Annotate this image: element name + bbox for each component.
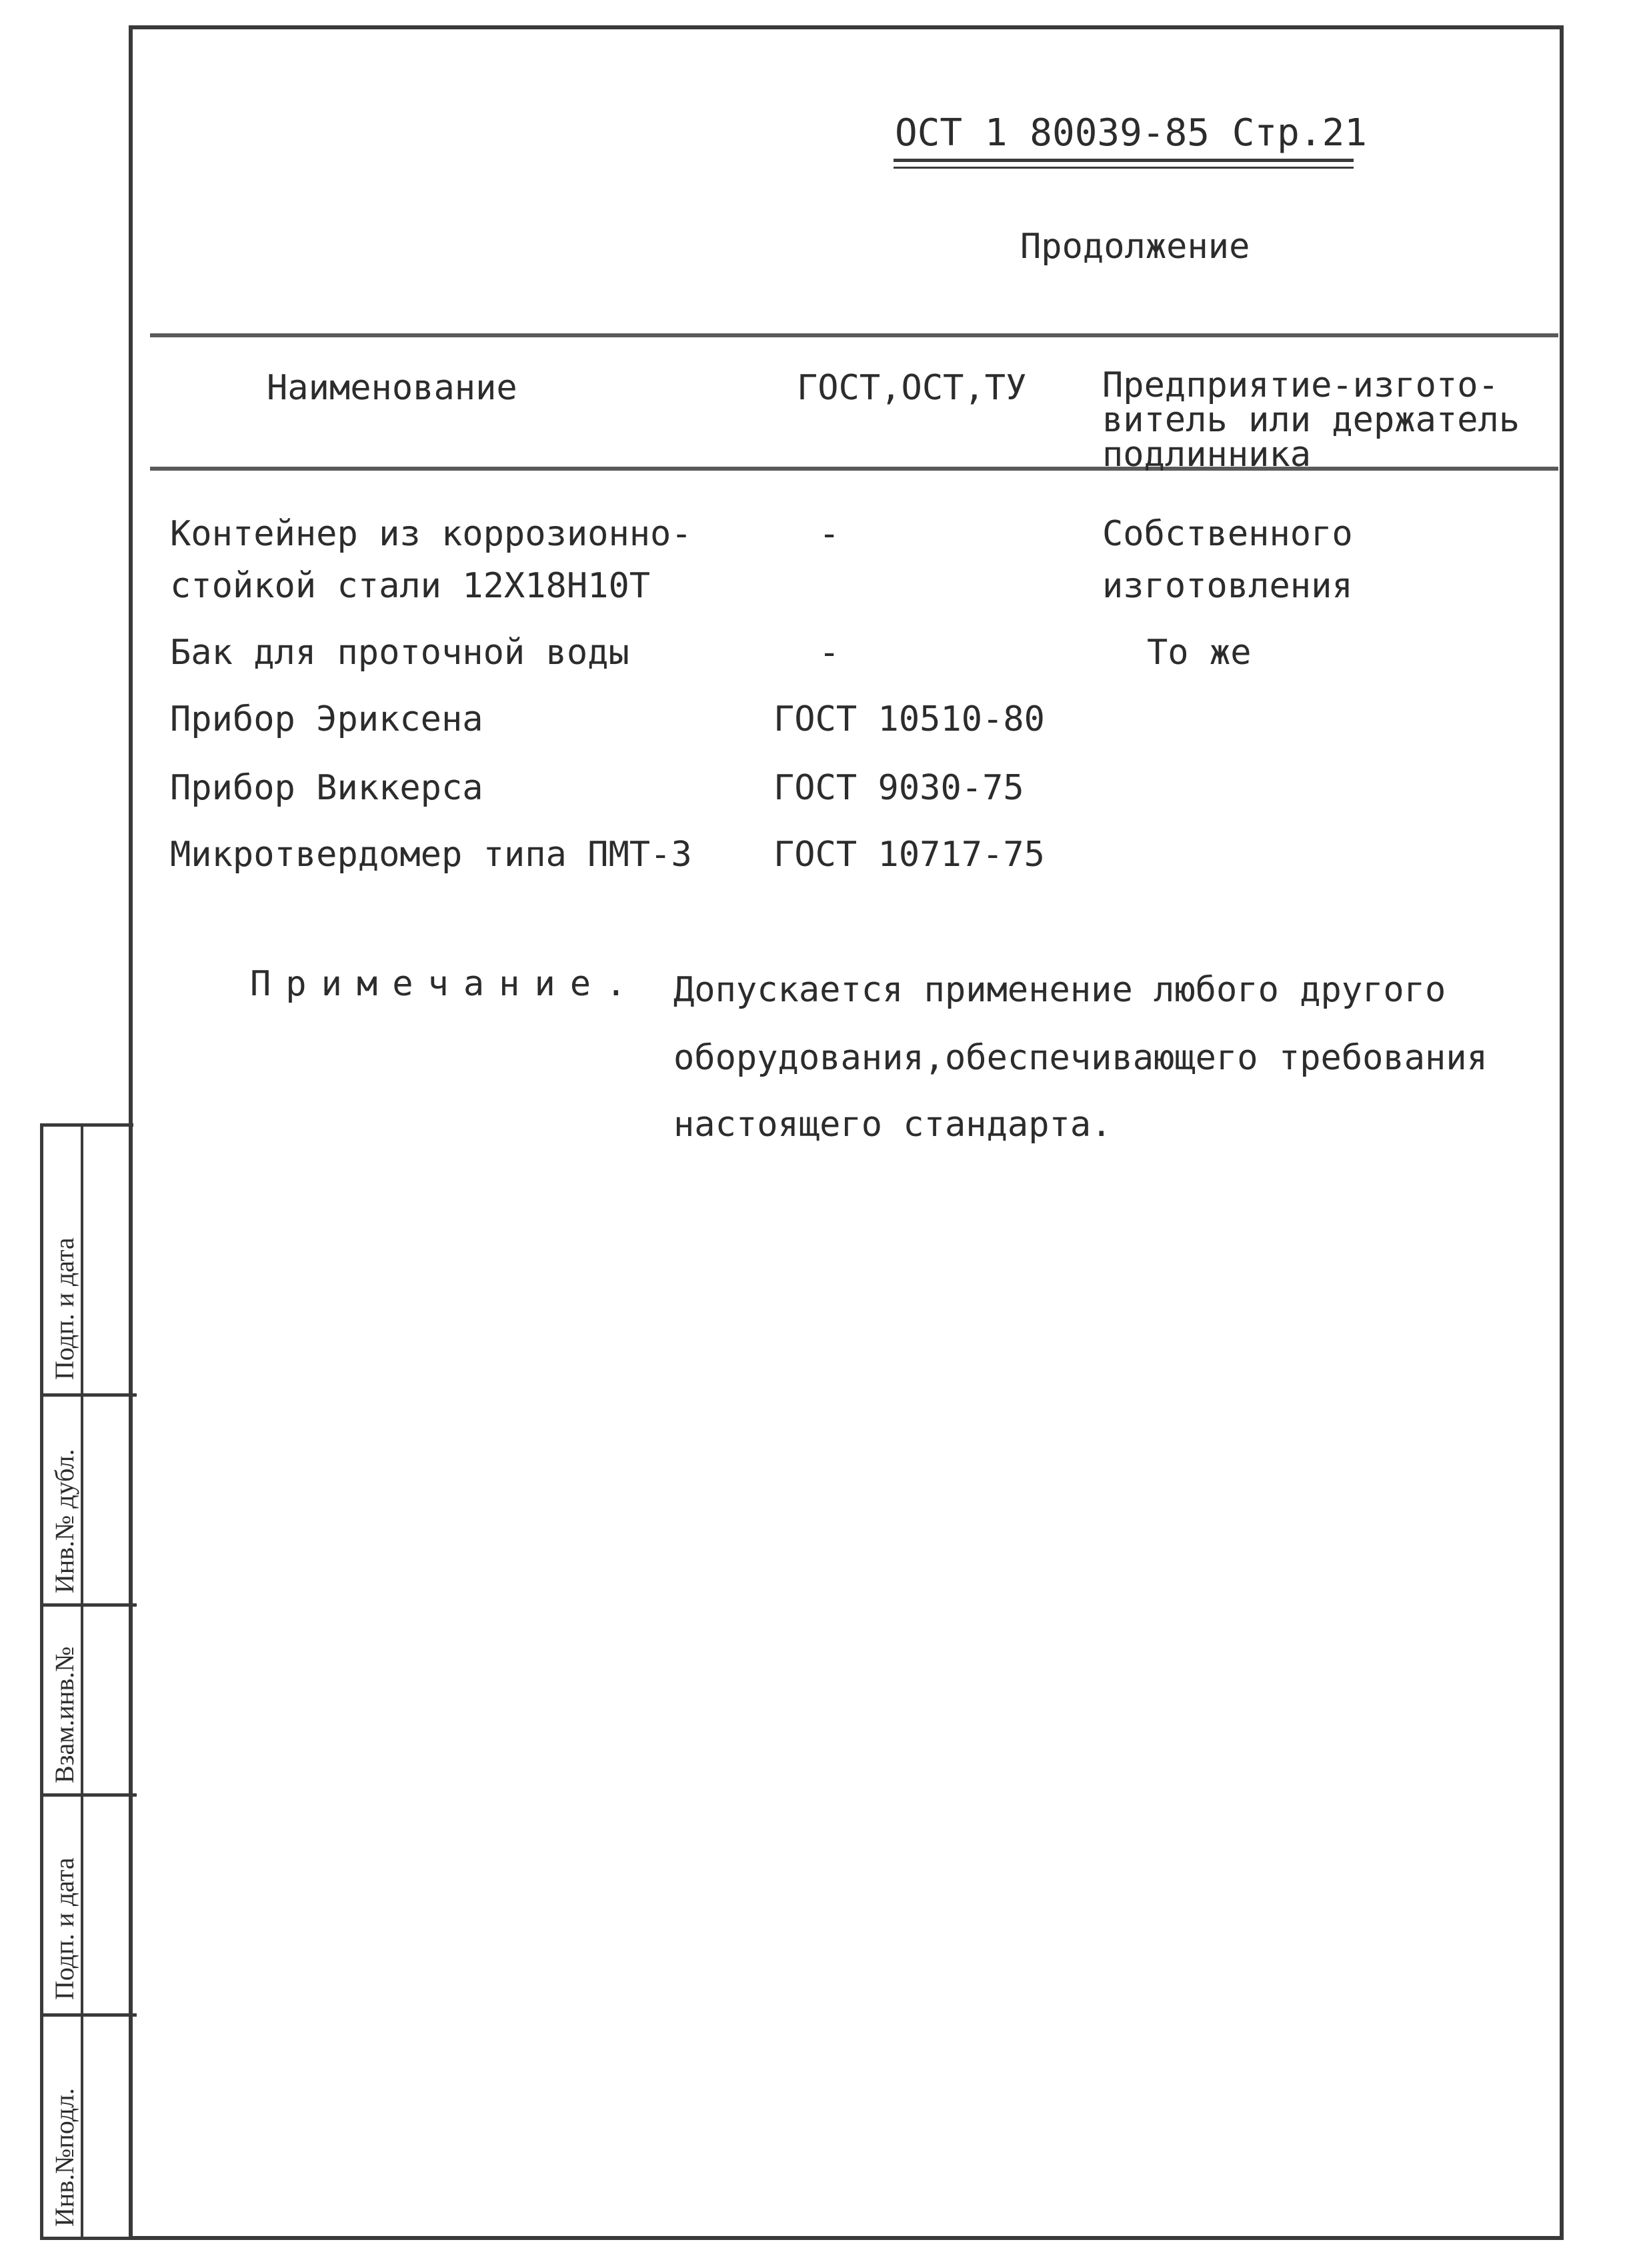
column-header-maker-line1: Предприятие-изгото- — [1102, 365, 1499, 405]
column-header-maker-line3: подлинника — [1102, 435, 1312, 475]
table-row-2-standard: - — [819, 633, 840, 673]
stamp-divider-4 — [43, 2013, 137, 2017]
table-row-3-standard: ГОСТ 10510-80 — [773, 699, 1045, 739]
side-stamp: Подп. и дата Инв.№ дубл. Взам.инв.№ Подп. и дата Инв.№подл. — [40, 1123, 133, 2240]
row-1-maker-line2: изготовления — [1102, 566, 1353, 606]
column-header-maker — [1102, 365, 1520, 475]
header-underline-2 — [894, 167, 1354, 169]
note-label: Примечание. — [250, 964, 641, 1004]
continuation-label: Продолжение — [1020, 227, 1250, 267]
note-line-3: настоящего стандарта. — [673, 1105, 1112, 1145]
table-row-2-maker: То же — [1147, 633, 1252, 673]
stamp-divider-2 — [43, 1603, 137, 1607]
table-row-2-name: Бак для проточной воды — [170, 633, 629, 673]
note-line-2: оборудования,обеспечивающего требования — [673, 1038, 1488, 1078]
document-reference: ОСТ 1 80039-85 Стр.21 — [895, 111, 1368, 155]
header-underline — [894, 159, 1354, 162]
row-1-maker-line1: Собственного — [1102, 514, 1353, 554]
stamp-divider-3 — [43, 1793, 137, 1797]
table-row-4-name: Прибор Виккерса — [170, 768, 483, 808]
row-1-name-line2: стойкой стали 12Х18Н10Т — [170, 566, 651, 606]
column-header-name: Наименование — [267, 368, 517, 408]
table-row-4-standard: ГОСТ 9030-75 — [773, 768, 1024, 808]
column-header-maker-line2: витель или держатель — [1102, 400, 1520, 440]
row-1-name-line1: Контейнер из коррозионно- — [170, 514, 692, 554]
table-row-1-maker — [1102, 508, 1353, 612]
table-row-1-standard: - — [819, 514, 840, 554]
table-row-5-standard: ГОСТ 10717-75 — [773, 835, 1045, 875]
column-header-standard: ГОСТ,ОСТ,ТУ — [797, 368, 1027, 408]
table-top-rule — [150, 333, 1558, 337]
table-row-5-name: Микротвердомер типа ПМТ-3 — [170, 835, 692, 875]
table-row-3-name: Прибор Эриксена — [170, 699, 483, 739]
stamp-divider-1 — [43, 1393, 137, 1397]
table-row-1-name — [170, 508, 692, 612]
note-line-1: Допускается применение любого другого — [673, 970, 1446, 1010]
